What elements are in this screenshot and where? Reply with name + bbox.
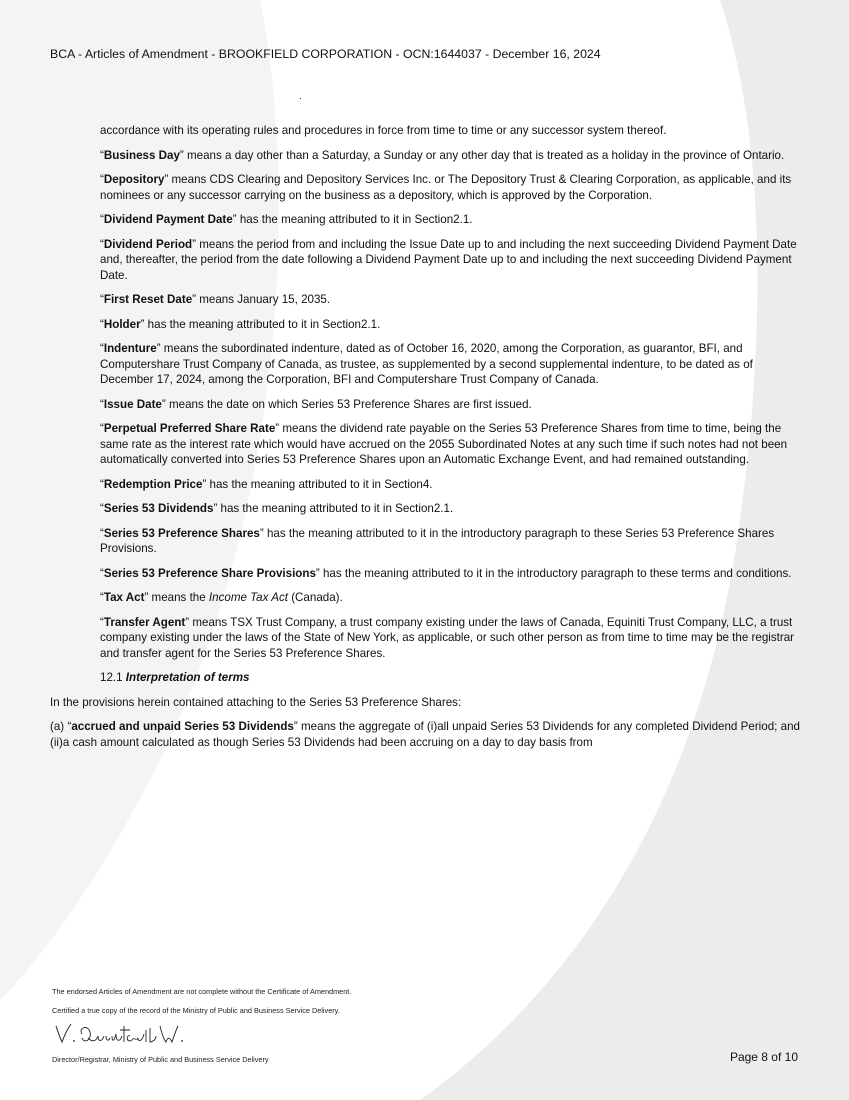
definition-series-53-preference-shares	[100, 526, 800, 557]
definition-transfer-agent	[100, 615, 800, 662]
definition-issue-date	[100, 397, 800, 413]
open-quote: “	[100, 397, 104, 411]
open-quote: “	[100, 615, 104, 629]
defined-term: Perpetual Preferred Share Rate	[103, 422, 276, 435]
definition-text: accordance with its operating rules and procedures in force from time to time or any successor system thereof.	[100, 124, 667, 137]
open-quote: “	[100, 173, 104, 186]
clause-text: ” means the aggregate of (i)all unpaid Series 53 Dividends for any completed Dividend Period; and (ii)a cash amount calculated as though Series 53 Dividends had been accruing on a day to day basis from	[50, 720, 800, 749]
definition-text: ” means TSX Trust Company, a trust company existing under the laws of Canada, Equiniti Trust Company, LLC, a trust company existing under the laws of the State of New York, as applicable, or such other person as from time to time may be the registrar and transfer agent for the Series 53 Preference Shares.	[100, 615, 795, 660]
definition-text: ” means a day other than a Saturday, a Sunday or any other day that is treated as a holiday in the province of Ontario.	[179, 148, 785, 162]
defined-term: Depository	[103, 173, 165, 186]
open-quote: “	[100, 502, 104, 515]
open-quote: “	[100, 477, 104, 491]
definition-text: ” has the meaning attributed to it in the introductory paragraph to these Series 53 Preference Shares Provisions.	[100, 526, 775, 555]
defined-term: Indenture	[103, 342, 157, 355]
clause-prefix: (a) “	[50, 720, 72, 733]
footer-note-certified-copy: Certified a true copy of the record of the Ministry of Public and Business Service Delivery.	[52, 1006, 340, 1015]
stray-mark	[300, 98, 301, 99]
definition-text: ” has the meaning attributed to it in Section4.	[202, 477, 433, 491]
defined-term: Dividend Period	[103, 237, 193, 251]
defined-term: Redemption Price	[103, 477, 203, 491]
defined-term: Issue Date	[103, 397, 162, 411]
statute-name: Income Tax Act	[208, 591, 288, 604]
defined-term: Business Day	[103, 148, 180, 162]
open-quote: “	[100, 293, 104, 306]
definition-first-reset-date	[100, 292, 800, 308]
definition-dividend-period	[100, 237, 800, 284]
footer-signer-title: Director/Registrar, Ministry of Public and Business Service Delivery	[52, 1055, 269, 1064]
signature-image	[52, 1020, 212, 1048]
open-quote: “	[100, 342, 104, 355]
open-quote: “	[100, 566, 104, 580]
definition-text: ” means the date on which Series 53 Preference Shares are first issued.	[161, 397, 532, 411]
page-number: Page 8 of 10	[729, 1050, 798, 1064]
defined-term: Tax Act	[103, 591, 145, 604]
definition-business-day	[100, 148, 800, 164]
open-quote: “	[100, 213, 104, 226]
open-quote: “	[100, 237, 104, 251]
definition-text: ” means the subordinated indenture, dated as of October 16, 2020, among the Corporation, as guarantor, BFI, and Computershare Trust Company of Canada, as trustee, as supplemented by a second supplemental indenture, to be dated as of December 17, 2024, among the Corporation, BFI and Computershare Trust Company of Canada.	[100, 342, 753, 386]
defined-term: Holder	[103, 317, 141, 331]
section-title: Interpretation of terms	[125, 671, 250, 684]
document-body	[50, 123, 800, 759]
definition-text: ” has the meaning attributed to it in Section2.1.	[140, 317, 381, 331]
definition-tax-act	[100, 590, 800, 606]
definition-series-53-dividends	[100, 501, 800, 517]
open-quote: “	[100, 526, 104, 540]
definition-dividend-payment-date	[100, 212, 800, 228]
definition-holder	[100, 317, 800, 333]
open-quote: “	[100, 148, 104, 162]
definition-text: ” means CDS Clearing and Depository Services Inc. or The Depository Trust & Clearing Corporation, as applicable, and its nominees or any successor carrying on the business as a depository, which is approved by the Corporation.	[100, 173, 792, 202]
definition-text: ” means the dividend rate payable on the Series 53 Preference Shares from time to time, being the same rate as the interest rate which would have accrued on the 2055 Subordinated Notes at any such time if such notes had not been automatically converted into Series 53 Preference Shares upon an Automatic Exchange Event, and had remained outstanding.	[100, 422, 788, 466]
section-number: 12.1	[100, 671, 126, 684]
definition-text: ” has the meaning attributed to it in the introductory paragraph to these terms and conditions.	[315, 566, 792, 580]
defined-term: Dividend Payment Date	[103, 213, 233, 226]
open-quote: “	[100, 422, 104, 435]
defined-term: accrued and unpaid Series 53 Dividends	[71, 720, 294, 733]
definition-text: ” has the meaning attributed to it in Section2.1.	[213, 502, 454, 515]
definition-depository	[100, 172, 800, 203]
footer-note-certificate: The endorsed Articles of Amendment are not complete without the Certificate of Amendment.	[52, 987, 352, 996]
definition-perpetual-preferred-share-rate	[100, 421, 800, 468]
defined-term: Series 53 Preference Share Provisions	[103, 566, 316, 580]
definition-text: ” means the period from and including the Issue Date up to and including the next succeeding Dividend Payment Date and, thereafter, the period from the date following a Dividend Payment Date up to and including the next succeeding Dividend Payment Date.	[100, 237, 797, 282]
definition-redemption-price	[100, 477, 800, 493]
section-heading	[100, 670, 800, 686]
intro-line: In the provisions herein contained attaching to the Series 53 Preference Shares:	[50, 695, 462, 709]
defined-term: Series 53 Dividends	[103, 502, 214, 515]
definition-indenture	[100, 341, 800, 388]
definition-continuation	[100, 123, 800, 139]
clause-a	[50, 719, 800, 750]
definition-text: ” means January 15, 2035.	[192, 293, 331, 306]
document-header: BCA - Articles of Amendment - BROOKFIELD CORPORATION - OCN:1644037 - December 16, 2024	[50, 47, 601, 61]
defined-term: Series 53 Preference Shares	[103, 526, 260, 540]
definition-text: ” means the Income Tax Act (Canada).	[144, 591, 343, 604]
defined-term: First Reset Date	[103, 293, 193, 306]
definition-series-53-preference-share-provisions	[100, 566, 800, 582]
open-quote: “	[100, 317, 104, 331]
definition-text: ” has the meaning attributed to it in Section2.1.	[232, 213, 473, 226]
defined-term: Transfer Agent	[103, 615, 186, 629]
open-quote: “	[100, 591, 104, 604]
